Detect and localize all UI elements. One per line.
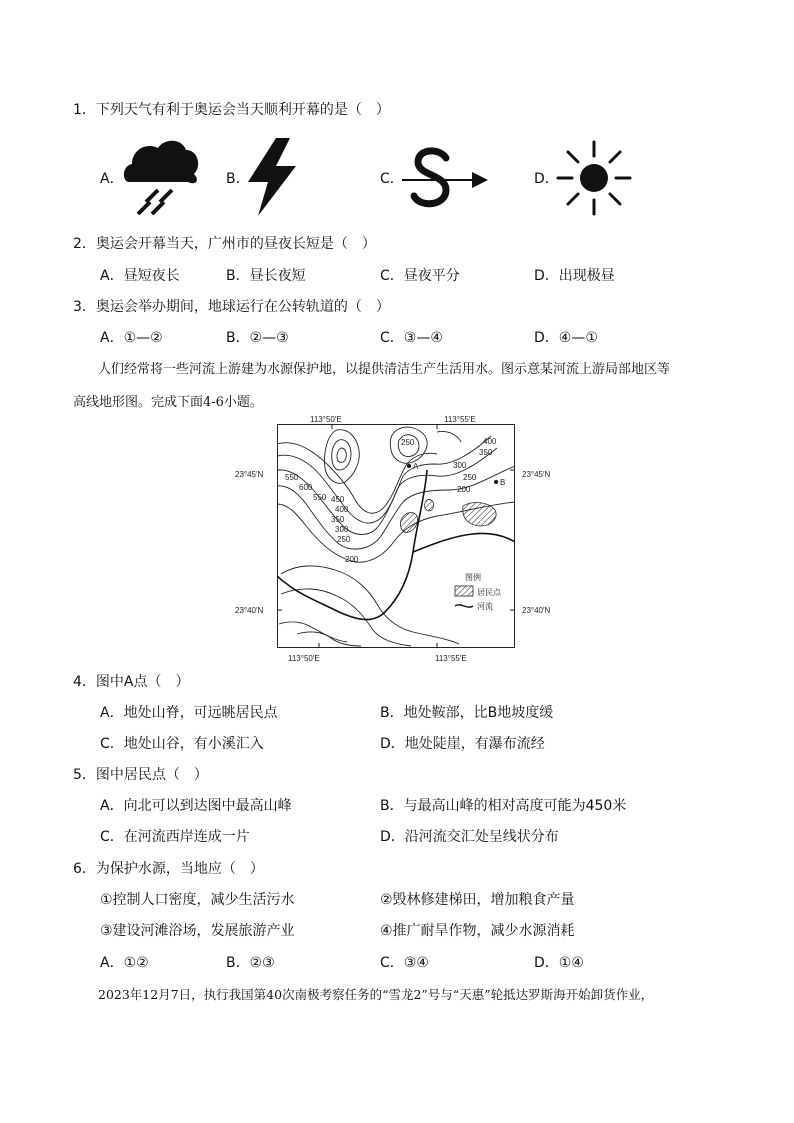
contour-label-200: 200 <box>457 485 471 494</box>
q2-option-d: D．出现极昼 <box>534 268 615 284</box>
q2-option-c: C．昼夜平分 <box>380 268 460 284</box>
legend-settlement-swatch <box>455 586 473 596</box>
q2-stem: 2．奥运会开幕当天，广州市的昼夜长短是（ ） <box>73 236 376 252</box>
q6-option-a: A．①② <box>100 955 149 971</box>
q5-option-d: D．沿河流交汇处呈线状分布 <box>380 829 559 845</box>
q3-option-b: B．②—③ <box>226 330 289 346</box>
wind-s-arrow-icon <box>400 146 492 212</box>
q6-stem: 6．为保护水源，当地应（ ） <box>73 861 264 877</box>
q1-option-c-letter: C． <box>380 171 404 187</box>
lon-label-top-2: 113°55′E <box>444 415 476 424</box>
contour-label-600: 600 <box>299 483 313 492</box>
contour-label-200-left: 200 <box>345 555 359 564</box>
point-b <box>494 480 498 484</box>
legend-settlement-label: 居民点 <box>477 588 501 597</box>
contour-label-350: 350 <box>479 448 493 457</box>
passage2-line-1: 2023年12月7日，执行我国第40次南极考察任务的“雪龙2”号与“天惠”轮抵达罗斯海开始卸货作业， <box>98 987 654 1002</box>
lat-label-right-2: 23°40′N <box>522 606 551 615</box>
sun-icon <box>556 140 632 216</box>
q1-stem: 1．下列天气有利于奥运会当天顺利开幕的是（ ） <box>73 102 390 118</box>
lon-label-bottom-1: 113°50′E <box>288 654 320 663</box>
q5-option-a: A．向北可以到达图中最高山峰 <box>100 798 292 814</box>
q2-option-b: B．昼长夜短 <box>226 268 306 284</box>
contour-label-300-left: 300 <box>335 525 349 534</box>
q3-option-a: A．①—② <box>100 330 163 346</box>
q4-stem: 4．图中A点（ ） <box>73 674 190 690</box>
contour-label-400-left: 400 <box>335 505 349 514</box>
contour-label-450: 450 <box>331 495 345 504</box>
contour-label-550: 550 <box>313 493 327 502</box>
q1-option-b-letter: B． <box>226 171 250 187</box>
q6-option-c: C．③④ <box>380 955 429 971</box>
point-a <box>407 464 411 468</box>
q2-option-a: A．昼短夜长 <box>100 268 180 284</box>
contour-label-250: 250 <box>463 473 477 482</box>
contour-label-550-left: 550 <box>285 473 299 482</box>
q5-option-c: C．在河流西岸连成一片 <box>100 829 250 845</box>
legend-title: 图例 <box>465 573 481 582</box>
map-frame <box>278 425 515 648</box>
contour-label-250-top: 250 <box>401 438 415 447</box>
lightning-icon <box>246 138 300 218</box>
q5-option-b: B．与最高山峰的相对高度可能为450米 <box>380 798 627 814</box>
q4-option-a: A．地处山脊，可远眺居民点 <box>100 705 278 721</box>
q3-option-d: D．④—① <box>534 330 598 346</box>
q6-item-1: ①控制人口密度，减少生活污水 <box>100 892 295 908</box>
cloud-rain-icon <box>122 136 202 220</box>
q6-item-3: ③建设河滩浴场，发展旅游产业 <box>100 923 295 939</box>
q4-option-c: C．地处山谷，有小溪汇入 <box>100 736 264 752</box>
q4-option-b: B．地处鞍部，比B地坡度缓 <box>380 705 554 721</box>
lon-label-bottom-2: 113°55′E <box>435 654 467 663</box>
q4-option-d: D．地处陡崖，有瀑布流经 <box>380 736 545 752</box>
passage-line-1: 人们经常将一些河流上游建为水源保护地，以提供清洁生产生活用水。图示意某河流上游局部地区等 <box>98 362 671 377</box>
point-b-label: B <box>500 478 506 487</box>
q6-option-d: D．①④ <box>534 955 584 971</box>
legend-river-label: 河流 <box>477 602 493 611</box>
lon-label-top-1: 113°50′E <box>310 415 342 424</box>
settlement-small <box>425 499 434 511</box>
q3-stem: 3．奥运会举办期间，地球运行在公转轨道的（ ） <box>73 299 390 315</box>
q6-item-4: ④推广耐旱作物，减少水源消耗 <box>380 923 575 939</box>
lat-label-left-2: 23°40′N <box>235 606 264 615</box>
q1-option-d-letter: D． <box>534 171 559 187</box>
lat-label-left-1: 23°45′N <box>235 470 264 479</box>
q1-option-a-letter: A． <box>100 171 124 187</box>
contour-label-250-left: 250 <box>337 535 351 544</box>
contour-map <box>277 424 515 648</box>
q5-stem: 5．图中居民点（ ） <box>73 767 208 783</box>
lat-label-right-1: 23°45′N <box>522 470 551 479</box>
q6-item-2: ②毁林修建梯田，增加粮食产量 <box>380 892 575 908</box>
q6-option-b: B．②③ <box>226 955 275 971</box>
contour-label-300: 300 <box>453 461 467 470</box>
point-a-label: A <box>413 462 419 471</box>
q3-option-c: C．③—④ <box>380 330 443 346</box>
passage-line-2: 高线地形图。完成下面4-6小题。 <box>73 395 263 410</box>
contour-label-350-left: 350 <box>331 515 345 524</box>
contour-label-400: 400 <box>483 437 497 446</box>
